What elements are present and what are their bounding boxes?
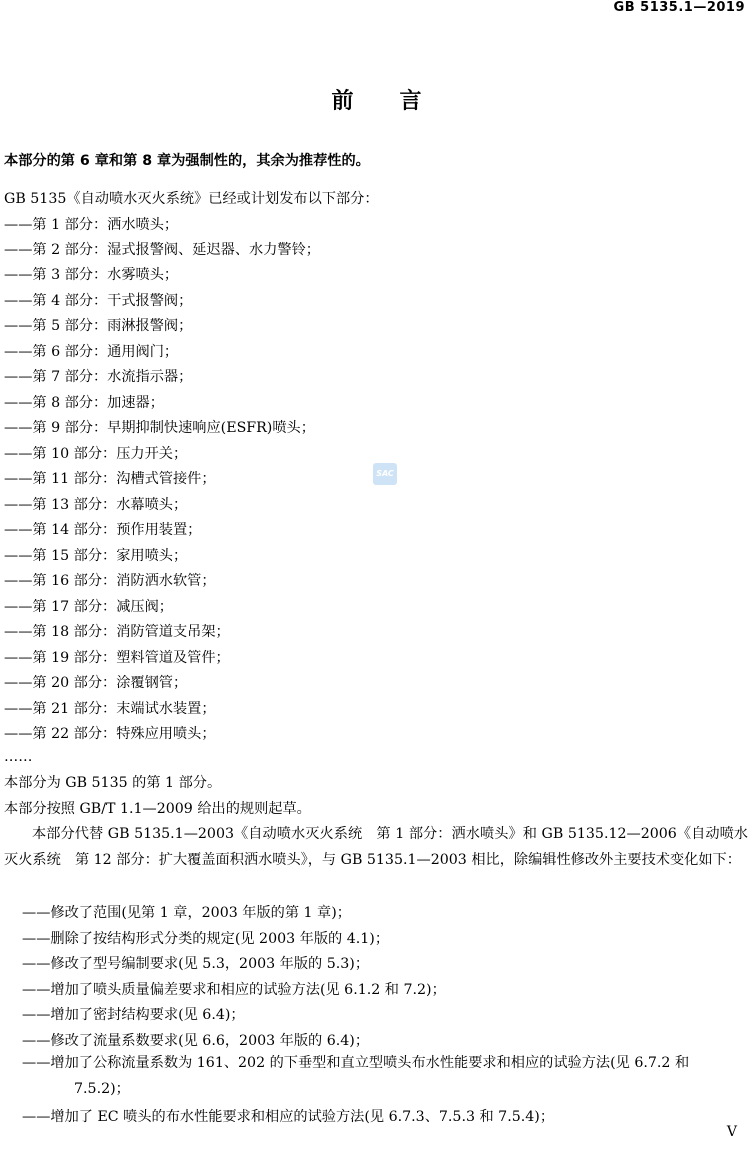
part-item: ——第 2 部分：湿式报警阀、延迟器、水力警铃；: [4, 242, 320, 258]
change-item: ——增加了 EC 喷头的布水性能要求和相应的试验方法(见 6.7.3、7.5.3 和 7.5.4)；: [22, 1109, 555, 1125]
part-item: ——第 18 部分：消防管道支吊架；: [4, 624, 230, 640]
part-item: ——第 21 部分：末端试水装置；: [4, 701, 216, 717]
intro-statement: 本部分的第 6 章和第 8 章为强制性的，其余为推荐性的。: [4, 153, 370, 169]
part-item: ——第 10 部分：压力开关；: [4, 446, 188, 462]
part-item: ——第 5 部分：雨淋报警阀；: [4, 318, 193, 334]
parts-intro: GB 5135《自动喷水灭火系统》已经或计划发布以下部分：: [4, 191, 379, 207]
part-item: ——第 7 部分：水流指示器；: [4, 369, 193, 385]
part-item: ——第 15 部分：家用喷头；: [4, 548, 188, 564]
change-item: ——修改了流量系数要求(见 6.6，2003 年版的 6.4)；: [22, 1033, 370, 1049]
part-item: ——第 6 部分：通用阀门；: [4, 344, 179, 360]
part-item: ——第 13 部分：水幕喷头；: [4, 497, 188, 513]
change-item: ——增加了密封结构要求(见 6.4)；: [22, 1007, 245, 1023]
change-item: ——增加了公称流量系数为 161、202 的下垂型和直立型喷头布水性能要求和相应的试验方法(见 6.7.2 和 7.5.2)；: [22, 1055, 690, 1097]
replaces-paragraph: 本部分代替 GB 5135.1—2003《自动喷水灭火系统 第 1 部分：洒水喷头》和 GB 5135.12—2006《自动喷水灭火系统 第 12 部分：扩大覆盖面积洒水喷头》，与 GB 5135.1—2003 相比，除编辑性修改外主要技术变化如下：: [4, 826, 748, 868]
page-title: 前言: [331, 89, 468, 114]
part-item: ——第 17 部分：减压阀；: [4, 599, 173, 615]
part-item: ——第 20 部分：涂覆钢管；: [4, 675, 188, 691]
change-item: ——增加了喷头质量偏差要求和相应的试验方法(见 6.1.2 和 7.2)；: [22, 982, 446, 998]
part-item: ——第 8 部分：加速器；: [4, 395, 164, 411]
part-item: ——第 16 部分：消防洒水软管；: [4, 573, 216, 589]
part-item: ——第 22 部分：特殊应用喷头；: [4, 726, 216, 742]
drafting-statement: 本部分按照 GB/T 1.1—2009 给出的规则起草。: [4, 801, 311, 817]
change-item: ——修改了型号编制要求(见 5.3，2003 年版的 5.3)；: [22, 956, 370, 972]
watermark-logo: SAC: [373, 463, 397, 485]
standard-code-header: GB 5135.1—2019: [613, 0, 745, 15]
part-item: ——第 1 部分：洒水喷头；: [4, 217, 179, 233]
change-item: ——修改了范围(见第 1 章，2003 年版的第 1 章)；: [22, 905, 351, 921]
part-item: ——第 4 部分：干式报警阀；: [4, 293, 193, 309]
part-item: ——第 3 部分：水雾喷头；: [4, 267, 179, 283]
ellipsis: ……: [4, 749, 33, 765]
part-item: ——第 19 部分：塑料管道及管件；: [4, 650, 230, 666]
page-number: V: [726, 1124, 737, 1140]
part-item: ——第 14 部分：预作用装置；: [4, 522, 202, 538]
change-item: ——删除了按结构形式分类的规定(见 2003 年版的 4.1)；: [22, 931, 390, 947]
part-item: ——第 9 部分：早期抑制快速响应(ESFR)喷头；: [4, 420, 315, 436]
part-of-statement: 本部分为 GB 5135 的第 1 部分。: [4, 775, 222, 791]
part-item: ——第 11 部分：沟槽式管接件；: [4, 471, 216, 487]
